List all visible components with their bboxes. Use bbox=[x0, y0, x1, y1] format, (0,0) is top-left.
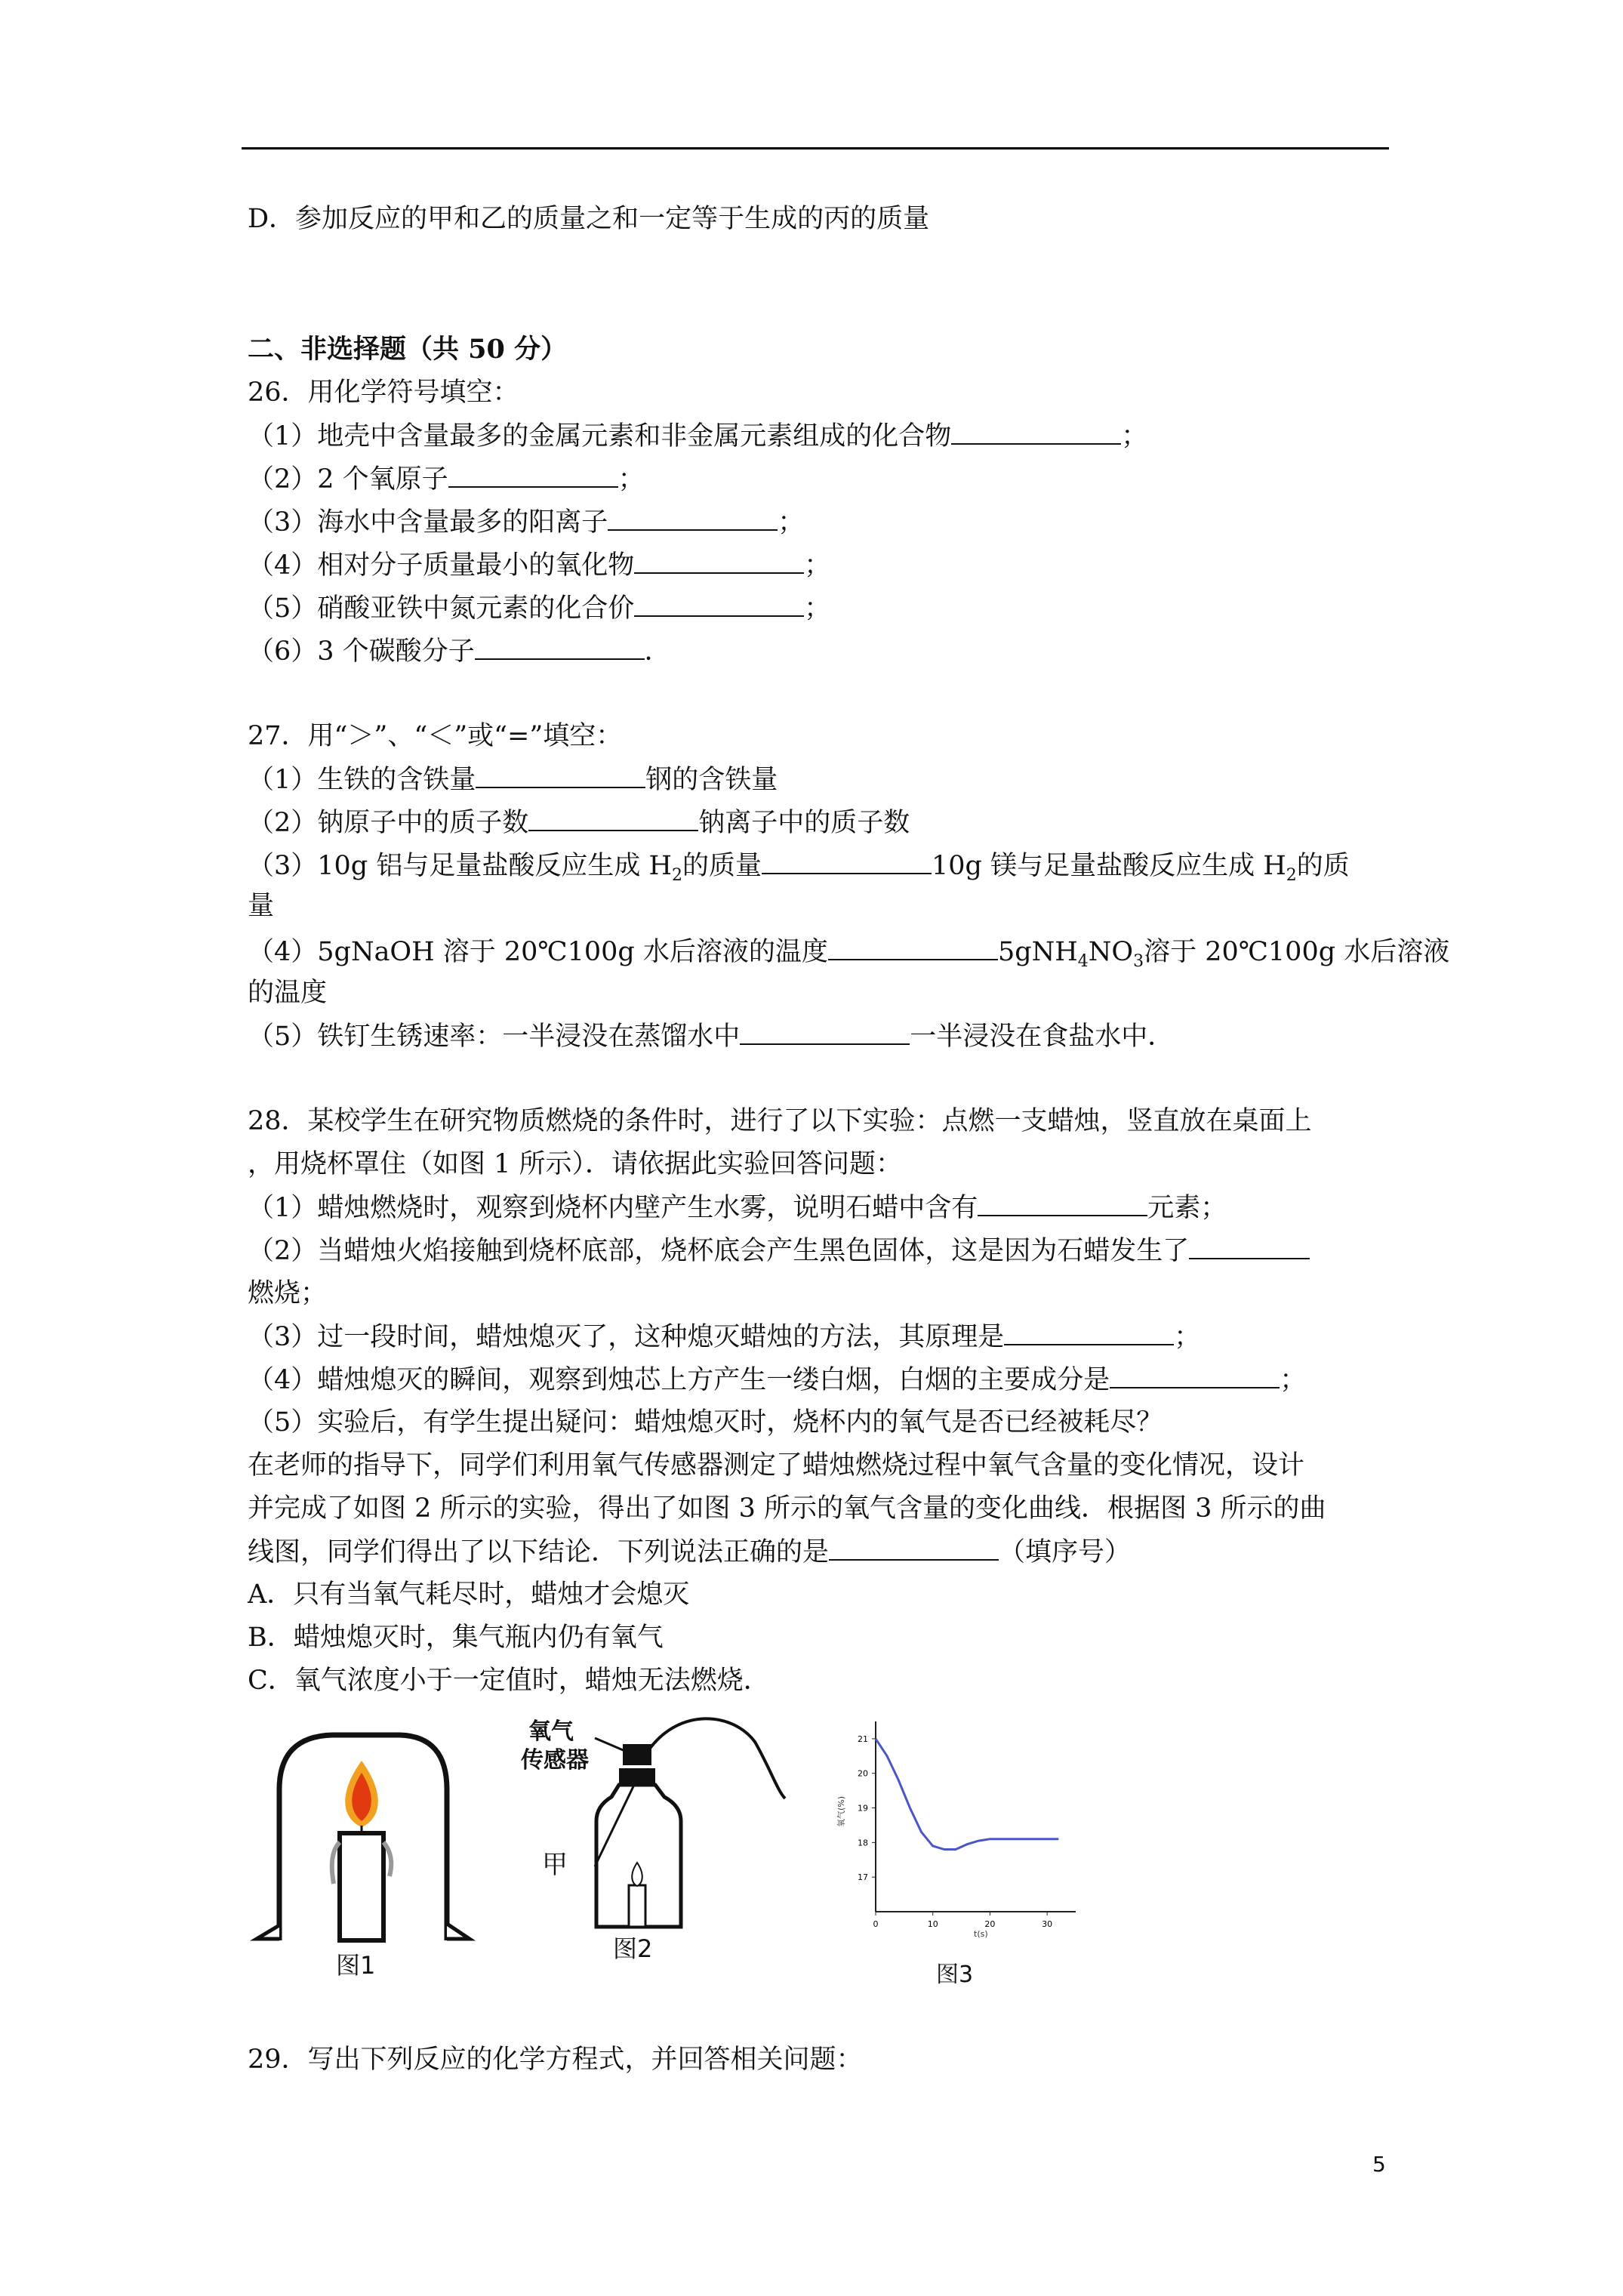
q28-item-2: （2）当蜡烛火焰接触到烧杯底部，烧杯底会产生黑色固体，这是因为石蜡发生了 bbox=[248, 1235, 1310, 1266]
header-rule bbox=[242, 147, 1389, 149]
q28-stem-line1: 28．某校学生在研究物质燃烧的条件时，进行了以下实验：点燃一支蜡烛，竖直放在桌面上 bbox=[248, 1106, 1312, 1136]
q27-item-5: （5）铁钉生锈速率：一半浸没在蒸馏水中 一半浸没在食盐水中． bbox=[248, 1022, 1175, 1052]
oxygen-curve-line bbox=[876, 1739, 1058, 1850]
answer-blank[interactable] bbox=[828, 936, 998, 960]
q28-para-line1: 在老师的指导下，同学们利用氧气传感器测定了蜡烛燃烧过程中氧气含量的变化情况，设计 bbox=[248, 1450, 1305, 1481]
figure-1-caption: 图1 bbox=[336, 1951, 376, 1980]
chart-y-tick-label: 17 bbox=[858, 1872, 868, 1883]
option-c: C．氧气浓度小于一定值时，蜡烛无法燃烧． bbox=[248, 1666, 770, 1696]
answer-blank[interactable] bbox=[475, 636, 645, 660]
section-title: 二、非选择题（共 50 分） bbox=[248, 334, 568, 365]
answer-blank[interactable] bbox=[528, 807, 698, 831]
q27-item-4: （4）5gNaOH 溶于 20℃100g 水后溶液的温度 $5gNH_4NO_3$溶于 20℃100g 水后溶液 bbox=[248, 937, 1450, 971]
answer-blank[interactable] bbox=[476, 764, 645, 788]
q28-item-5: （5）实验后，有学生提出疑问：蜡烛熄灭时，烧杯内的氧气是否已经被耗尽？ bbox=[248, 1407, 1163, 1438]
answer-blank[interactable] bbox=[608, 507, 778, 531]
answer-blank[interactable] bbox=[1189, 1235, 1310, 1259]
option-d: D．参加反应的甲和乙的质量之和一定等于生成的丙的质量 bbox=[248, 204, 930, 234]
answer-blank[interactable] bbox=[634, 593, 804, 617]
chart-y-tick-label: 20 bbox=[858, 1768, 868, 1779]
answer-blank[interactable] bbox=[1110, 1364, 1280, 1388]
q28-item-4: （4）蜡烛熄灭的瞬间，观察到烛芯上方产生一缕白烟，白烟的主要成分是 ； bbox=[248, 1365, 1307, 1395]
answer-blank[interactable] bbox=[829, 1536, 999, 1561]
q26-item-2: （2）2 个氧原子 ； bbox=[248, 464, 645, 495]
q27-item-1: （1）生铁的含铁量 钢的含铁量 bbox=[248, 765, 778, 795]
q28-para-line3: 线图，同学们得出了以下结论．下列说法正确的是 （填序号） bbox=[248, 1537, 1132, 1567]
q27-item-3-cont: 量 bbox=[248, 891, 275, 921]
q26-item-6: （6）3 个碳酸分子 ． bbox=[248, 636, 671, 667]
page-number: 5 bbox=[1372, 2152, 1386, 2177]
figure-2-caption: 图2 bbox=[613, 1934, 653, 1963]
q27-title: 27．用“＞”、“＜”或“=”填空： bbox=[248, 721, 623, 751]
figure-1-candle-beaker bbox=[249, 1721, 476, 1948]
q28-item-2-cont: 燃烧； bbox=[248, 1278, 328, 1308]
answer-blank[interactable] bbox=[1004, 1321, 1174, 1345]
answer-blank[interactable] bbox=[978, 1192, 1147, 1216]
chart-y-axis-label: 氧气(%) bbox=[836, 1795, 846, 1827]
chart-x-tick-label: 0 bbox=[873, 1919, 879, 1929]
chart-y-tick-label: 19 bbox=[858, 1803, 868, 1814]
figure-2-label-jia: 甲 bbox=[542, 1850, 568, 1880]
figure-3-oxygen-chart bbox=[830, 1714, 1079, 1940]
figure-2-label-sensor-line1: 氧气 bbox=[528, 1718, 574, 1745]
q27-item-2: （2）钠原子中的质子数 钠离子中的质子数 bbox=[248, 808, 910, 838]
q27-item-3: （3）10g 铝与足量盐酸反应生成 $H_2$的质量 10g 镁与足量盐酸反应生成 $H_2$的质 bbox=[248, 851, 1350, 885]
q26-item-4: （4）相对分子质量最小的氧化物 ； bbox=[248, 550, 831, 581]
q26-item-1: （1）地壳中含量最多的金属元素和非金属元素组成的化合物 ； bbox=[248, 421, 1148, 451]
q27-item-4-cont: 的温度 bbox=[248, 978, 328, 1008]
answer-blank[interactable] bbox=[634, 550, 804, 574]
q28-item-3: （3）过一段时间，蜡烛熄灭了，这种熄灭蜡烛的方法，其原理是 ； bbox=[248, 1322, 1201, 1352]
answer-blank[interactable] bbox=[951, 421, 1121, 445]
answer-blank[interactable] bbox=[762, 850, 932, 874]
chart-x-axis-label: t(s) bbox=[974, 1929, 988, 1939]
answer-blank[interactable] bbox=[740, 1021, 910, 1045]
q26-item-5: （5）硝酸亚铁中氮元素的化合价 ； bbox=[248, 593, 831, 624]
option-b: B．蜡烛熄灭时，集气瓶内仍有氧气 bbox=[248, 1623, 664, 1653]
chart-x-tick-label: 20 bbox=[984, 1919, 996, 1929]
chart-x-tick-label: 30 bbox=[1042, 1919, 1053, 1929]
option-a: A．只有当氧气耗尽时，蜡烛才会熄灭 bbox=[248, 1579, 690, 1610]
figure-3-caption: 图3 bbox=[936, 1962, 974, 1988]
chart-x-tick-label: 10 bbox=[927, 1919, 938, 1929]
q28-item-1: （1）蜡烛燃烧时，观察到烧杯内壁产生水雾，说明石蜡中含有 元素； bbox=[248, 1193, 1227, 1223]
q26-title: 26．用化学符号填空： bbox=[248, 378, 519, 408]
chart-y-tick-label: 21 bbox=[858, 1734, 868, 1744]
figure-2-label-sensor-line2: 传感器 bbox=[521, 1747, 589, 1774]
answer-blank[interactable] bbox=[448, 464, 618, 488]
q28-para-line2: 并完成了如图 2 所示的实验，得出了如图 3 所示的氧气含量的变化曲线．根据图 3 所示的曲 bbox=[248, 1493, 1326, 1524]
q26-item-3: （3）海水中含量最多的阳离子 ； bbox=[248, 507, 805, 538]
q29-title: 29．写出下列反应的化学方程式，并回答相关问题： bbox=[248, 2045, 863, 2075]
chart-y-tick-label: 18 bbox=[858, 1838, 868, 1848]
q28-stem-line2: ，用烧杯罩住（如图 1 所示）．请依据此实验回答问题： bbox=[248, 1149, 903, 1179]
